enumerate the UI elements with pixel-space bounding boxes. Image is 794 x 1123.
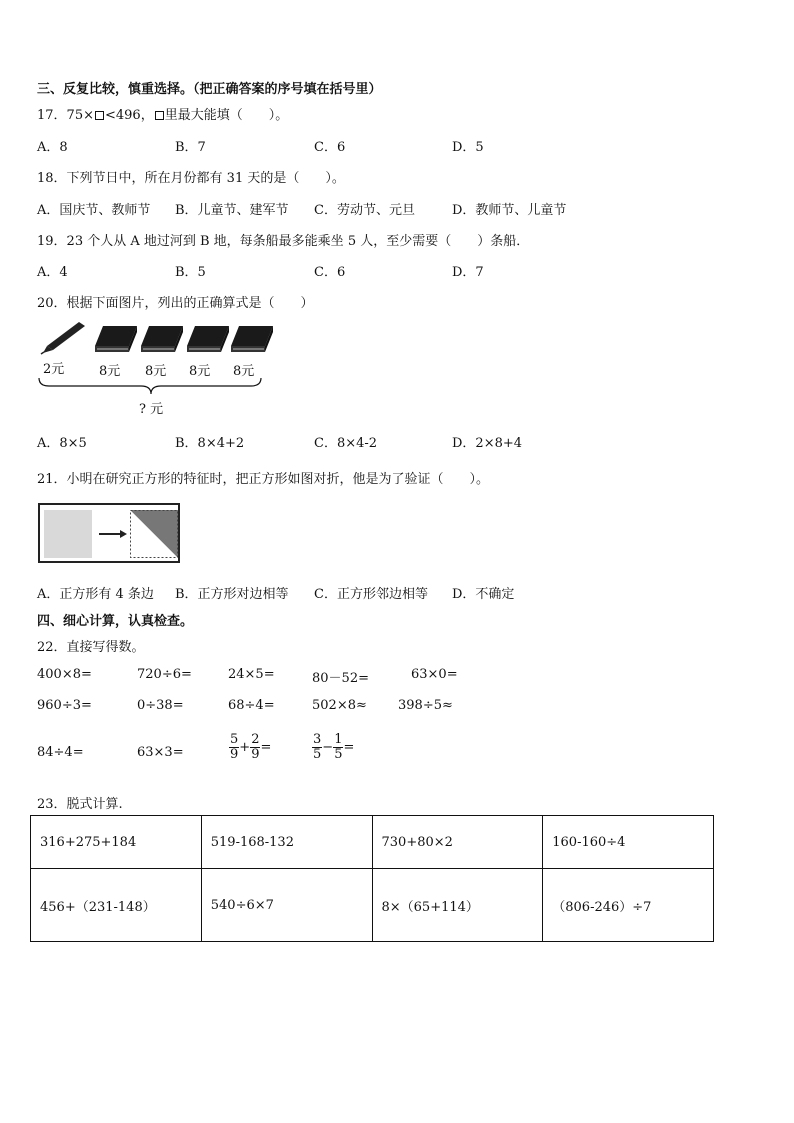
q21-stem: 21．小明在研究正方形的特征时，把正方形如图对折，他是为了验证（ ）。 xyxy=(37,472,490,487)
oral-calc-item: 398÷5≈ xyxy=(398,698,453,713)
q17-option-a[interactable]: A．8 xyxy=(37,140,68,155)
table-cell: （806-246）÷7 xyxy=(543,869,714,942)
q18-stem: 18．下列节日中，所在月份都有 31 天的是（ ）。 xyxy=(37,171,345,186)
operator: − xyxy=(322,740,334,755)
table-cell: 730+80×2 xyxy=(372,816,543,869)
equals: = xyxy=(260,740,272,755)
oral-calc-item: 63×3= xyxy=(137,745,184,760)
oral-calc-item: 84÷4= xyxy=(37,745,84,760)
q21-option-a[interactable]: A．正方形有 4 条边 xyxy=(37,587,154,602)
box-placeholder-icon xyxy=(155,111,164,120)
brace xyxy=(37,376,267,396)
q20-option-b[interactable]: B．8×4+2 xyxy=(175,436,245,451)
numerator: 3 xyxy=(313,732,322,747)
pen-icon xyxy=(39,318,89,356)
oral-calc-item: 0÷38= xyxy=(137,698,184,713)
oral-calc-item: 68÷4= xyxy=(228,698,275,713)
q20-option-c[interactable]: C．8×4-2 xyxy=(314,436,378,451)
q17-option-b[interactable]: B．7 xyxy=(175,140,206,155)
step-calc-table xyxy=(30,815,714,942)
q23-stem: 23．脱式计算. xyxy=(37,797,123,812)
fraction xyxy=(229,733,239,762)
q18-option-a[interactable]: A．国庆节、教师节 xyxy=(37,203,151,218)
q20-stem: 20．根据下面图片，列出的正确算式是（ ） xyxy=(37,296,314,311)
book-price: 8元 xyxy=(99,364,121,379)
oral-calc-item: 63×0= xyxy=(411,667,458,682)
denominator: 5 xyxy=(313,747,322,762)
square-shape xyxy=(44,510,92,558)
q18-option-d[interactable]: D．教师节、儿童节 xyxy=(452,203,567,218)
q18-option-b[interactable]: B．儿童节、建军节 xyxy=(175,203,289,218)
q17-text-a: 75× xyxy=(66,108,94,123)
q20-option-a[interactable]: A．8×5 xyxy=(37,436,87,451)
q17-option-c[interactable]: C．6 xyxy=(314,140,346,155)
book-icon xyxy=(229,324,275,356)
fraction xyxy=(250,733,260,762)
denominator: 9 xyxy=(230,747,239,762)
box-placeholder-icon xyxy=(95,111,104,120)
q20-option-d[interactable]: D．2×8+4 xyxy=(452,436,523,451)
oral-calc-item: 502×8≈ xyxy=(312,698,367,713)
q19-option-a[interactable]: A．4 xyxy=(37,265,68,280)
folded-square-icon xyxy=(130,510,178,558)
q20-figure xyxy=(37,316,267,418)
denominator: 5 xyxy=(334,747,343,762)
table-cell: 316+275+184 xyxy=(31,816,202,869)
q17-option-d[interactable]: D．5 xyxy=(452,140,484,155)
book-icon xyxy=(93,324,139,356)
q21-option-b[interactable]: B．正方形对边相等 xyxy=(175,587,289,602)
table-cell: 160-160÷4 xyxy=(543,816,714,869)
q17-text-b: <496， xyxy=(104,108,154,123)
oral-calc-item: 720÷6= xyxy=(137,667,192,682)
oral-calc-item: 400×8= xyxy=(37,667,92,682)
denominator: 9 xyxy=(251,747,260,762)
table-row xyxy=(31,816,714,869)
section3-title: 三、反复比较，慎重选择。 xyxy=(37,82,194,97)
table-cell: 519-168-132 xyxy=(201,816,372,869)
q17-stem xyxy=(37,104,288,123)
table-cell: 540÷6×7 xyxy=(201,869,372,942)
q19-option-b[interactable]: B．5 xyxy=(175,265,206,280)
section3-heading xyxy=(37,78,382,97)
fraction-expression-2 xyxy=(312,733,354,762)
q21-figure xyxy=(38,503,180,563)
book-price: 8元 xyxy=(145,364,167,379)
q18-option-c[interactable]: C．劳动节、元旦 xyxy=(314,203,415,218)
q19-option-c[interactable]: C．6 xyxy=(314,265,346,280)
operator: + xyxy=(239,740,251,755)
table-cell: 456+（231-148） xyxy=(31,869,202,942)
section4-heading: 四、细心计算，认真检查。 xyxy=(37,614,194,629)
numerator: 5 xyxy=(230,732,239,747)
table-cell: 8×（65+114） xyxy=(372,869,543,942)
numerator: 2 xyxy=(251,732,260,747)
pen-price: 2元 xyxy=(43,362,65,377)
q17-text-c: 里最大能填（ ）。 xyxy=(164,108,289,123)
table-row xyxy=(31,869,714,942)
fraction xyxy=(312,733,322,762)
book-icon xyxy=(185,324,231,356)
arrow-icon xyxy=(98,529,128,539)
fraction-expression-1 xyxy=(229,733,271,762)
book-icon xyxy=(139,324,185,356)
oral-calc-item: 24×5= xyxy=(228,667,275,682)
section3-note: （把正确答案的序号填在括号里） xyxy=(193,82,382,97)
oral-calc-item: 80－52= xyxy=(312,671,369,686)
fraction xyxy=(333,733,343,762)
q22-stem: 22．直接写得数。 xyxy=(37,640,145,655)
oral-calc-item: 960÷3= xyxy=(37,698,92,713)
q17-number: 17． xyxy=(37,108,67,123)
book-price: 8元 xyxy=(189,364,211,379)
total-label: ? 元 xyxy=(139,402,164,417)
equals: = xyxy=(343,740,355,755)
q21-option-c[interactable]: C．正方形邻边相等 xyxy=(314,587,428,602)
q21-option-d[interactable]: D．不确定 xyxy=(452,587,515,602)
q19-stem: 19．23 个人从 A 地过河到 B 地，每条船最多能乘坐 5 人，至少需要（ ）条船． xyxy=(37,234,530,249)
numerator: 1 xyxy=(334,732,343,747)
book-price: 8元 xyxy=(233,364,255,379)
q19-option-d[interactable]: D．7 xyxy=(452,265,484,280)
